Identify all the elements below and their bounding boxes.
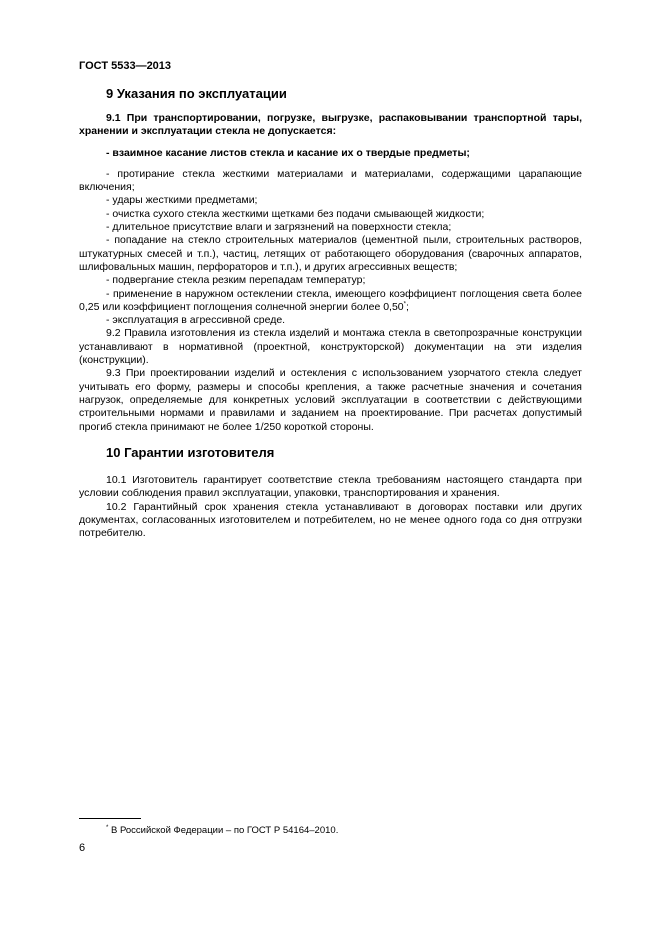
footnote-text: В Российской Федерации – по ГОСТ Р 54164–2010. <box>108 825 339 836</box>
clause-10-2: 10.2 Гарантийный срок хранения стекла устанавливают в договорах поставки или других документах, согласованных изготовителем и потребителем, но не менее одного года со дня отгрузки потребителю. <box>79 500 582 540</box>
list-item: - протирание стекла жесткими материалами и материалами, содержащими царапающие включения; <box>79 167 582 194</box>
clause-9-1-heading: 9.1 При транспортировании, погрузке, выгрузке, распаковывании транспортной тары, хранении и эксплуатации стекла не допускается: <box>79 112 582 138</box>
document-id: ГОСТ 5533—2013 <box>79 60 172 72</box>
footnote-ref: * <box>403 301 406 308</box>
footnote <box>106 825 338 836</box>
list-item: - подвергание стекла резким перепадам температур; <box>106 274 366 287</box>
list-item: - эксплуатация в агрессивной среде. <box>106 314 286 327</box>
absorption-end: ; <box>405 300 409 313</box>
clause-9-3: 9.3 При проектировании изделий и остекления с использованием узорчатого стекла следует учитывать его форму, размеры и способы крепления, а также расчетные значения и сочетания нагрузок, определяемые для конкретных условий эксплуатации в соответствии с действующими строительными нормами и правилами и заданием на проектирование. При расчетах допустимый прогиб стекла принимают не более 1/250 короткой стороны. <box>79 367 582 433</box>
list-item: - попадание на стекло строительных материалов (цементной пыли, строительных растворов, штукатурных смесей и т.п.), частиц, летящих от работающего оборудования (сварочных аппаратов, шлифовальных машин, перфораторов и т.п.), и других агрессивных веществ; <box>79 234 582 273</box>
page-number: 6 <box>79 842 86 854</box>
section-10 <box>79 445 582 540</box>
list-item-absorption <box>79 288 582 315</box>
clause-9-2: 9.2 Правила изготовления из стекла изделий и монтажа стекла в светопрозрачные конструкции устанавливают в нормативной (проектной, конструкторской) документации на эти изделия (конструкции). <box>79 327 582 367</box>
section-10-title: 10 Гарантии изготовителя <box>106 445 275 460</box>
list-item: - удары жесткими предметами; <box>106 194 258 207</box>
section-9-title: 9 Указания по эксплуатации <box>106 86 287 101</box>
section-9 <box>79 86 582 434</box>
footnote-mark: * <box>106 824 109 831</box>
clause-10-1: 10.1 Изготовитель гарантирует соответствие стекла требованиям настоящего стандарта при условии соблюдения правил эксплуатации, упаковки, транспортирования и хранения. <box>79 474 582 500</box>
list-item: - длительное присутствие влаги и загрязнений на поверхности стекла; <box>106 221 452 234</box>
footnote-separator <box>79 818 141 819</box>
clause-9-1-first-item: - взаимное касание листов стекла и касание их о твердые предметы; <box>106 146 470 159</box>
absorption-text: - применение в наружном остеклении стекла, имеющего коэффициент поглощения света более 0,25 или коэффициент поглощения солнечной энергии более 0,50 <box>79 287 582 313</box>
list-item: - очистка сухого стекла жесткими щетками без подачи смывающей жидкости; <box>106 207 485 220</box>
